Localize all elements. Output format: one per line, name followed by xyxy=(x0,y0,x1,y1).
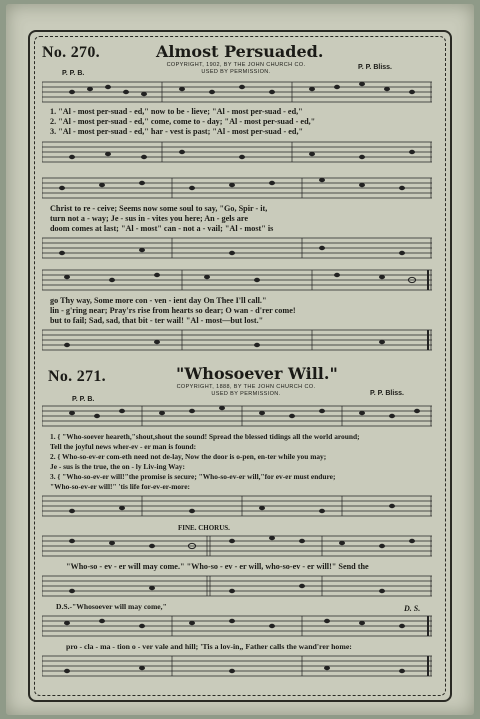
hymn-270-verse-1-line-3: go Thy way, Some more con - ven - ient day On Thee I'll call." xyxy=(50,296,267,305)
hymn-271-music-credit: P. P. Bliss. xyxy=(370,390,404,397)
hymn-270-verse-3-line-1: 3. "Al - most per-suad - ed," har - vest is past; "Al - most per-suad - ed," xyxy=(50,127,304,136)
staff-271-2-bass xyxy=(42,572,432,600)
hymn-271-copyright: COPYRIGHT, 1888, BY THE JOHN CHURCH CO. USED BY PERMISSION. xyxy=(176,384,316,397)
staff-270-3-bass xyxy=(42,326,432,354)
staff-271-2-treble xyxy=(42,532,432,560)
hymnal-page xyxy=(6,4,474,715)
hymn-270-music-credit: P. P. Bliss. xyxy=(358,64,392,71)
hymn-270-verse-3-line-2: doom comes at last; "Al - most" can - not a - vail; "Al - most" is xyxy=(50,224,274,233)
staff-271-1-treble xyxy=(42,402,432,430)
fine-chorus-marker: FINE. CHORUS. xyxy=(178,524,230,532)
hymn-271-number: No. 271. xyxy=(48,368,106,385)
hymn-270-verse-3-line-3: but to fail; Sad, sad, that bit - ter wail! "Al - most—but lost." xyxy=(50,316,264,325)
hymn-270-number: No. 270. xyxy=(42,44,100,61)
staff-271-1-bass xyxy=(42,492,432,520)
hymn-270-verse-2-line-1: 2. "Al - most per-suad - ed," come, come to - day; "Al - most per-suad - ed," xyxy=(50,117,316,126)
hymn-271-words-credit: P. P. B. xyxy=(72,396,95,403)
chorus-line-1: "Who-so - ev - er will may come." "Who-so - ev - er will, who-so-ev - er will!" Send the xyxy=(66,562,369,571)
hymn-270-verse-1-line-2: Christ to re - ceive; Seems now some soul to say, "Go, Spir - it, xyxy=(50,204,268,213)
hymn-270-verse-2-line-2: turn not a - way; Je - sus in - vites you here; An - gels are xyxy=(50,214,249,223)
hymn-270-verse-2-line-3: lin - g'ring near; Pray'rs rise from hearts so dear; O wan - d'rer come! xyxy=(50,306,296,315)
hymn-270-words-credit: P. P. B. xyxy=(62,70,85,77)
hymn-271-verse-3-line-1: 3. { "Who-so-ev-er will!"the promise is secure; "Who-so-ev-er will,"for ev-er must endure; xyxy=(50,472,336,481)
staff-270-1-treble xyxy=(42,78,432,106)
hymn-271-title: "Whosoever Will." xyxy=(176,364,338,383)
hymn-270-copyright: COPYRIGHT, 1902, BY THE JOHN CHURCH CO. USED BY PERMISSION. xyxy=(166,62,306,75)
ds-repeat-line: D.S.-"Whosoever will may come," xyxy=(56,602,167,611)
staff-270-2-treble xyxy=(42,174,432,202)
staff-270-2-bass xyxy=(42,234,432,262)
staff-270-1-bass xyxy=(42,138,432,166)
staff-270-3-treble xyxy=(42,266,432,294)
hymn-271-verse-1-line-1: 1. { "Who-soever heareth,"shout,shout the sound! Spread the blessed tidings all the world around; xyxy=(50,432,360,441)
hymn-271-verse-2-line-2: Je - sus is the true, the on - ly Liv-ing Way: xyxy=(50,462,185,471)
hymn-271-verse-1-line-2: Tell the joyful news wher-ev - er man is found: xyxy=(50,442,197,451)
hymn-270-title: Almost Persuaded. xyxy=(156,42,324,61)
hymn-271-verse-3-line-2: "Who-so-ev-er will!" 'tis life for-ev-er-more: xyxy=(50,482,190,491)
staff-271-3-treble xyxy=(42,612,432,640)
hymn-270-verse-1-line-1: 1. "Al - most per-suad - ed," now to be - lieve; "Al - most per-suad - ed," xyxy=(50,107,303,116)
chorus-line-2: pro - cla - ma - tion o - ver vale and hill; 'Tis a lov-in„ Father calls the wand'rer home: xyxy=(66,642,352,651)
staff-271-3-bass xyxy=(42,652,432,680)
hymn-271-verse-2-line-1: 2. { Who-so-ev-er com-eth need not de-lay, Now the door is o-pen, en-ter while you may; xyxy=(50,452,327,461)
ds-marker: D. S. xyxy=(404,604,421,613)
